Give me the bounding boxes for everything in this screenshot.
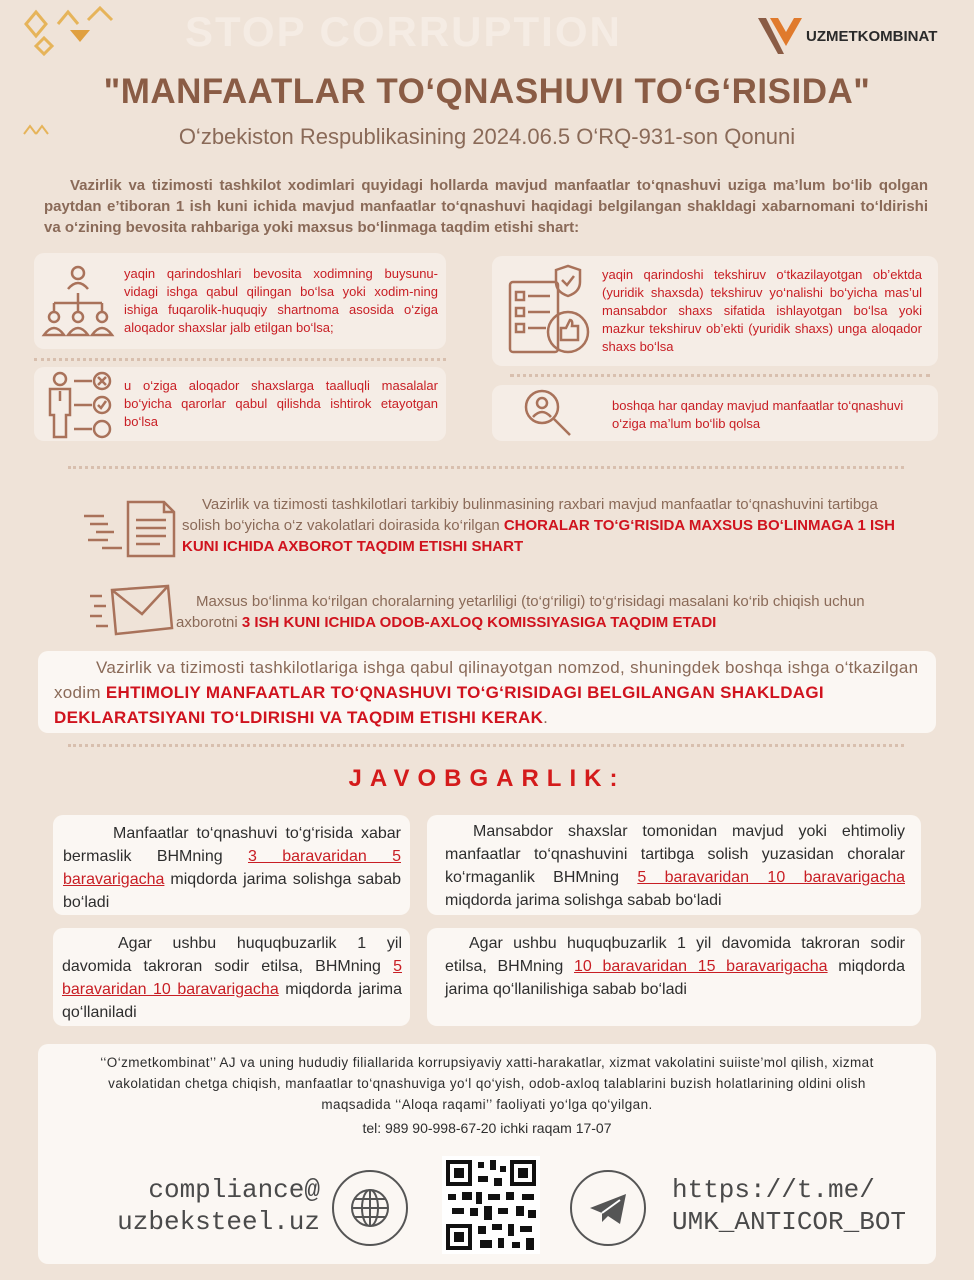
logo-icon (756, 14, 804, 58)
penalty-2-amount: 5 baravaridan 10 baravarigacha (637, 869, 905, 886)
section-1-body: Vazirlik va tizimosti tashkilotlari tarkibiy bulinmasining raxbari mavjud manfaatlar to‘qnashuvini tartibga solish bo‘yicha o‘z vakolatlari doirasida ko‘rilgan (182, 496, 878, 534)
section-3-highlight: EHTIMOLIY MANFAATLAR TO‘QNASHUVI TO‘G‘RISIDAGI BELGILANGAN SHAKLDAGI DEKLARATSIYANI TO‘LDIRISHI VA TAQDIM ETISHI KERAK (54, 683, 824, 727)
case-card-3 (34, 367, 446, 441)
email-link[interactable] (80, 1174, 320, 1238)
responsibility-title: JAVOBGARLIK: (348, 765, 626, 792)
penalty-card-2 (427, 815, 921, 915)
watermark: STOP CORRUPTION (185, 8, 622, 55)
case-text-4: boshqa har qanday mavjud manfaatlar to‘qnashuvi o‘ziga ma’lum bo‘lib qolsa (612, 398, 904, 431)
section-2-highlight: 3 ISH KUNI ICHIDA ODOB-AXLOQ KOMISSIYASIGA TAQDIM ETADI (241, 614, 717, 631)
globe-button[interactable] (332, 1170, 408, 1246)
penalty-3-amount: 5 baravaridan 10 baravarigacha (62, 958, 402, 998)
page-subtitle: O‘zbekiston Respublikasining 2024.06.5 O‘RQ-931-son Qonuni (178, 124, 796, 149)
penalty-text-2 (445, 820, 905, 912)
email-line-1: compliance@ (148, 1175, 320, 1205)
penalty-2-pre: Mansabdor shaxslar tomonidan mavjud yoki ehtimoliy manfaatlar to‘qnashuvini tartibga solish yuzasidan choralar ko‘rmaganlik BHMning (445, 823, 905, 886)
case-card-4 (492, 385, 938, 441)
section-3-end: . (543, 708, 549, 727)
penalty-3-post: miqdorda jarima qo‘llaniladi (62, 981, 402, 1021)
penalty-4-pre: Agar ushbu huquqbuzarlik 1 yil davomida takroran sodir etilsa, BHMning (445, 935, 905, 975)
footer-card (38, 1044, 936, 1264)
divider-dots (34, 358, 446, 361)
section-1-highlight: CHORALAR TO‘G‘RISIDA MAXSUS BO‘LINMAGA 1 ISH KUNI ICHIDA AXBOROT TAQDIM ETISHI SHART (182, 517, 895, 555)
footer-note: ‘‘O‘zmetkombinat’’ AJ va uning hududiy filiallarida korrupsiyaviy xatti-harakatlar, xizmat vakolatini suiiste’mol qilish, xizmat vakolatidan chetga chiqish, manfaatlar to‘qnashuviga yo‘l qo‘yish, odob-axloq talablarini buzish holatlarining oldini olish maqsadida ‘‘Aloqa raqami’’ faoliyati yo‘lga qo‘yilgan. (100, 1055, 874, 1112)
divider-dots (68, 744, 904, 747)
penalty-1-post: miqdorda jarima solishga sabab bo‘ladi (63, 871, 401, 911)
case-text-3: u o‘ziga aloqador shaxslarga taalluqli masalalar bo‘yicha qarorlar qabul qilishda ishtirok etayotgan bo‘lsa (124, 378, 438, 429)
decision-icon (44, 371, 116, 439)
qr-code[interactable] (442, 1156, 540, 1254)
telegram-icon (572, 1172, 644, 1244)
section-1-text (182, 494, 902, 557)
penalty-1-pre: Manfaatlar to‘qnashuvi to‘g‘risida xabar bermaslik BHMning (63, 825, 401, 865)
ornament-icon (18, 6, 128, 68)
checklist-icon (506, 264, 592, 356)
case-text-1: yaqin qarindoshlari bevosita xodimning buysunu-vidagi ishga qabul qilingan bo‘lsa yoki xodim-ning ishiga fuqarolik-huquqiy shartnoma asosida o‘ziga aloqador shaxslar jalb etilgan bo‘lsa; (124, 266, 438, 335)
case-text-2: yaqin qarindoshi tekshiruv o‘tkazilayotgan ob’ektda (yuridik shaxsda) tekshiruv yo‘nalishi bo‘yicha mas’ul mansabdor shaxs sifatida ishlayotgan bo‘lsa yoki mazkur tekshiruv ob’ekti (yuridik shaxs) unga aloqador shaxs bo‘lsa (602, 267, 922, 354)
footer-phone: tel: 989 90-998-67-20 ichki raqam 17-07 (362, 1120, 612, 1136)
penalty-text-4 (445, 932, 905, 1001)
hierarchy-icon (40, 263, 116, 339)
penalty-text-3 (62, 932, 402, 1024)
penalty-4-amount: 10 baravaridan 15 baravarigacha (574, 958, 828, 975)
globe-icon (334, 1172, 406, 1244)
intro-text: Vazirlik va tizimosti tashkilot xodimlari quyidagi hollarda mavjud manfaatlar to‘qnashuvi uziga ma’lum bo‘lib qolgan paytdan e’tiboran 1 ish kuni ichida mavjud manfaatlar to‘qnashuvi haqidagi belgilangan shakldagi xabarnomani to‘ldirishi va o‘zining bevosita rahbariga yoki maxsus bo‘linmaga taqdim etishi shart: (44, 177, 928, 236)
case-card-2 (492, 256, 938, 366)
penalty-3-pre: Agar ushbu huquqbuzarlik 1 yil davomida takroran sodir etilsa, BHMning (62, 935, 402, 975)
penalty-card-3 (53, 928, 410, 1026)
telegram-link[interactable] (672, 1174, 932, 1238)
penalty-1-amount: 3 baravaridan 5 baravarigacha (63, 848, 401, 888)
section-2-text (176, 591, 900, 633)
section-2-body: Maxsus bo‘linma ko‘rilgan choralarning yetarliligi (to‘g‘riligi) to‘g‘risidagi masalani ko‘rib chiqish uchun axborotni (176, 593, 865, 631)
search-person-icon (522, 387, 576, 441)
page-title: "MANFAATLAR TO‘QNASHUVI TO‘G‘RISIDA" (103, 72, 871, 111)
telegram-line-2: UMK_ANTICOR_BOT (672, 1207, 907, 1237)
case-card-1 (34, 253, 446, 349)
telegram-button[interactable] (570, 1170, 646, 1246)
section-3-text (54, 655, 926, 730)
penalty-card-1 (53, 815, 410, 915)
email-line-2: uzbeksteel.uz (117, 1207, 320, 1237)
penalty-2-post: miqdorda jarima solishga sabab bo‘ladi (445, 892, 722, 909)
penalty-card-4 (427, 928, 921, 1026)
document-icon (82, 500, 176, 558)
logo-text: UZMETKOMBINAT (806, 28, 938, 45)
divider-dots (510, 374, 930, 377)
telegram-line-1: https://t.me/ (672, 1175, 875, 1205)
mail-icon (88, 584, 174, 638)
penalty-text-1 (63, 822, 401, 914)
section-3-card (38, 651, 936, 733)
divider-dots (68, 466, 904, 469)
penalty-4-post: miqdorda jarima qo‘llanilishiga sabab bo‘ladi (445, 958, 905, 998)
section-3-body: Vazirlik va tizimosti tashkilotlariga ishga qabul qilinayotgan nomzod, shuningdek boshqa ishga o‘tkazilgan xodim (54, 658, 919, 702)
